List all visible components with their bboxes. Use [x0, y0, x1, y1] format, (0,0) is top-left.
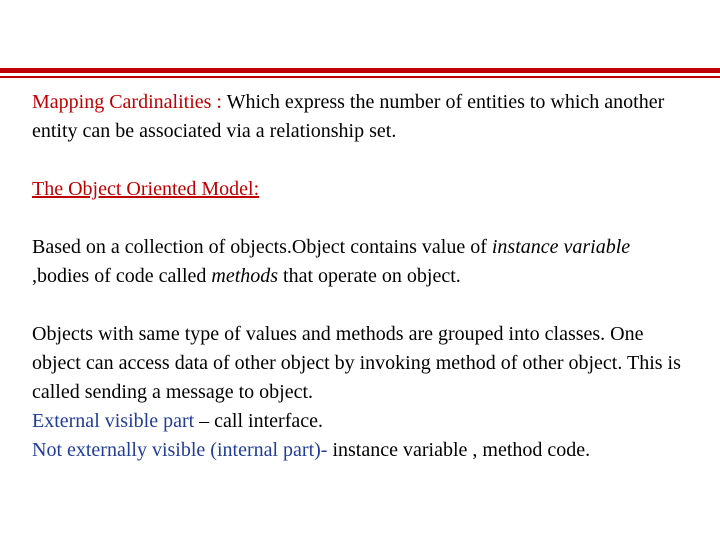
top-rule-thin: [0, 76, 720, 78]
slide-body: [32, 88, 692, 465]
external-part-text: – call interface.: [194, 410, 323, 432]
mapping-term: Mapping Cardinalities :: [32, 91, 222, 113]
top-rule-thick: [0, 68, 720, 73]
external-part-label: External visible part: [32, 410, 195, 432]
methods-term: methods: [211, 265, 279, 287]
section-heading: [32, 175, 692, 204]
mapping-paragraph: [32, 88, 692, 146]
oo-paragraph-1: [32, 233, 692, 291]
para1-text-a: Based on a collection of objects.Object contains value of: [32, 236, 492, 258]
mapping-definition: Which express the number of entities to which another entity can be associated via a relationship set.: [32, 91, 665, 142]
para1-text-b: ,bodies of code called: [32, 265, 212, 287]
para1-text-c: that operate on object.: [278, 265, 461, 287]
internal-part-label: Not externally visible (internal part)-: [32, 439, 328, 461]
oo-paragraph-2: [32, 320, 692, 465]
internal-part-text: instance variable , method code.: [327, 439, 591, 461]
instance-variable-term: instance variable: [491, 236, 631, 258]
oo-model-heading: The Object Oriented Model:: [32, 178, 260, 200]
para2-text: Objects with same type of values and methods are grouped into classes. One object can access data of other object by invoking method of other object. This is called sending a message to object.: [32, 323, 681, 403]
